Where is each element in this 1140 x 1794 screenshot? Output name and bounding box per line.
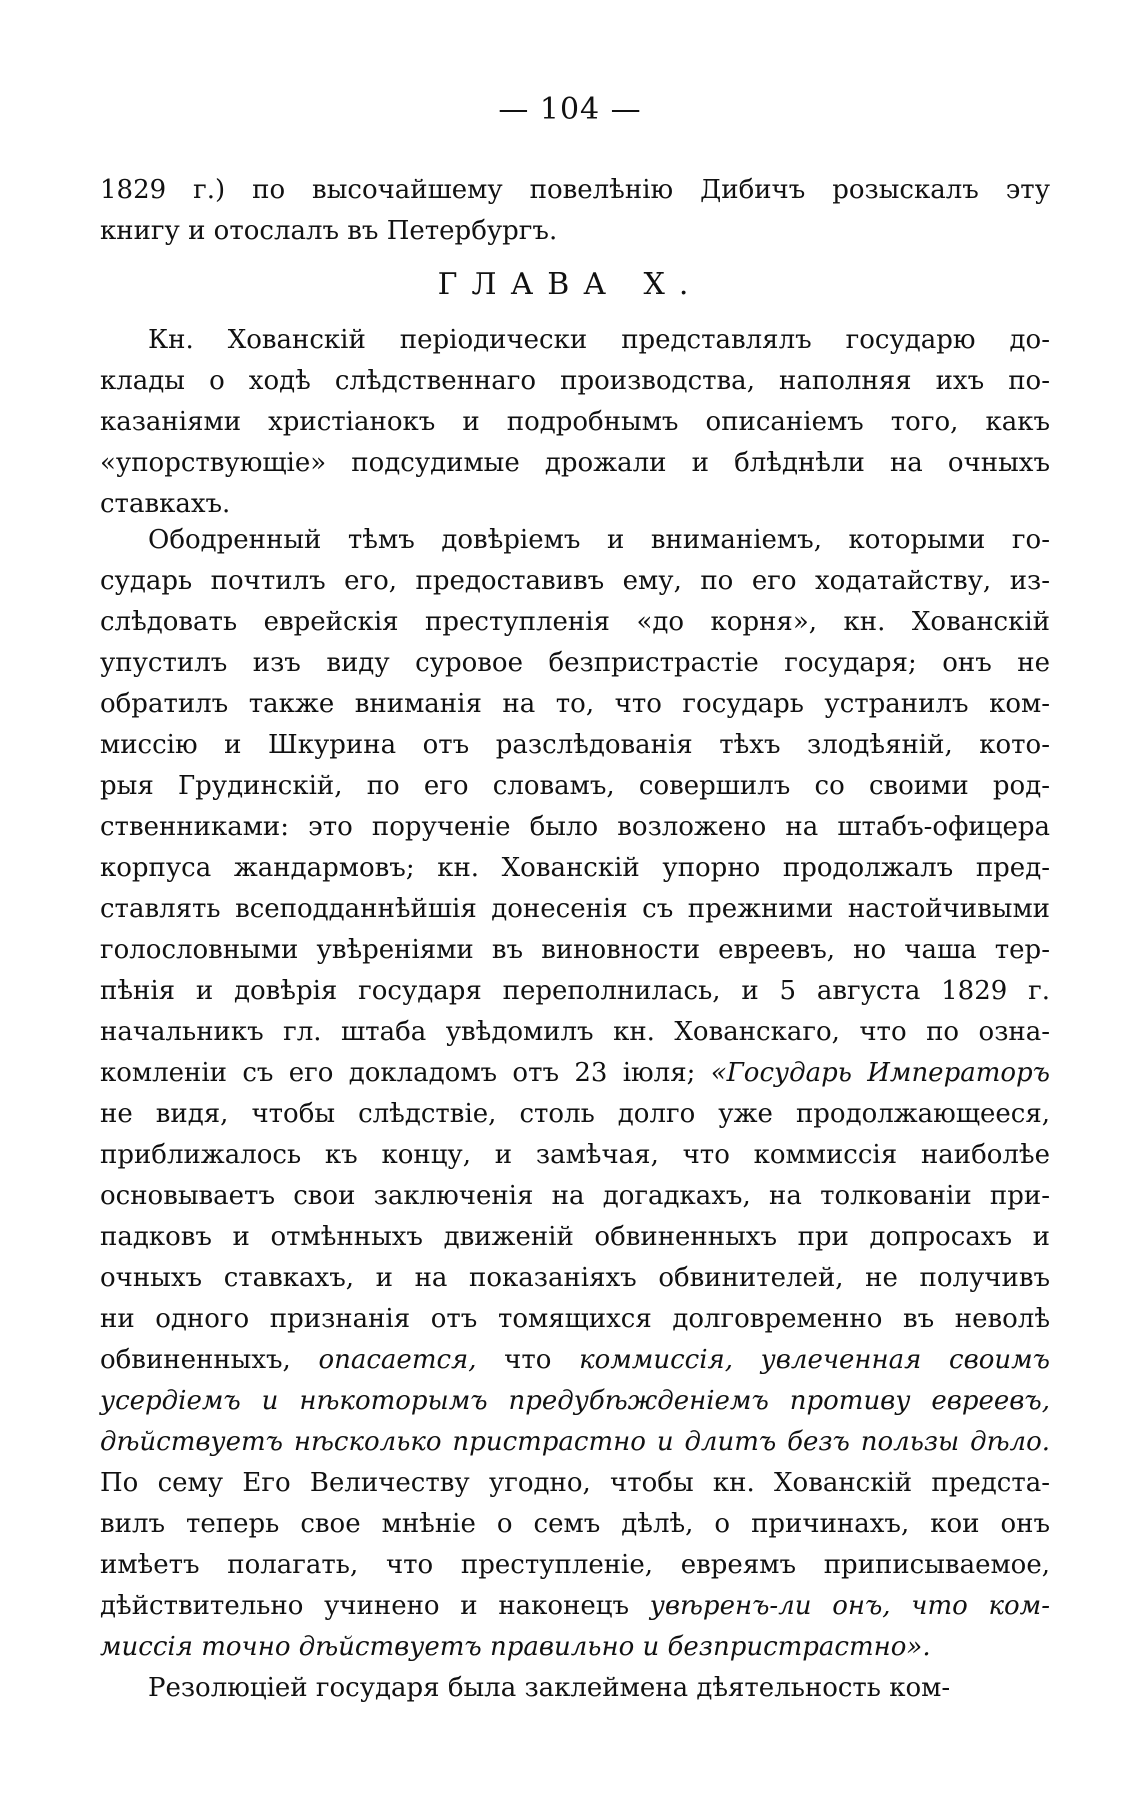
text-fragment: обвиненныхъ,	[100, 1345, 291, 1375]
text-line: вилъ теперь свое мнѣніе о семъ дѣлѣ, о причинахъ, кои онъ	[100, 1509, 1050, 1539]
text-line: рыя Грудинскій, по его словамъ, совершилъ со своими род-	[100, 771, 1050, 801]
chapter-heading: ГЛАВА X.	[437, 267, 703, 302]
italic-line: дѣйствуетъ нѣсколько пристрастно и длитъ безъ пользы дѣло.	[100, 1427, 1050, 1457]
page-number: — 104 —	[498, 92, 642, 127]
italic-fragment: «Государь Императоръ	[710, 1058, 1050, 1088]
text-line: пѣнія и довѣрія государя переполнилась, и 5 августа 1829 г.	[100, 976, 1050, 1006]
text-line: миссію и Шкурина отъ разслѣдованія тѣхъ злодѣяній, кото-	[100, 730, 1050, 760]
text-line: ни одного признанія отъ томящихся долговременно въ неволѣ	[100, 1304, 1050, 1334]
text-line	[100, 1586, 1050, 1627]
text-line: книгу и отослалъ въ Петербургъ.	[100, 216, 558, 246]
text-line: казаніями христіанокъ и подробнымъ описаніемъ того, какъ	[100, 407, 1050, 437]
italic-line: миссія точно дѣйствуетъ правильно и безпристрастно».	[100, 1632, 931, 1662]
text-line: сударь почтилъ его, предоставивъ ему, по его ходатайству, из-	[100, 566, 1050, 596]
text-line: упустилъ изъ виду суровое безпристрастіе государя; онъ не	[100, 648, 1050, 678]
italic-fragment: опасается,	[318, 1345, 477, 1375]
text-line: голословными увѣреніями въ виновности евреевъ, но чаша тер-	[100, 935, 1050, 965]
text-line: очныхъ ставкахъ, и на показаніяхъ обвинителей, не получивъ	[100, 1263, 1050, 1293]
text-line: Резолюціей государя была заклеймена дѣятельность ком-	[148, 1673, 951, 1703]
text-line: слѣдовать еврейскія преступленія «до корня», кн. Хованскій	[100, 607, 1050, 637]
text-fragment: что	[504, 1345, 552, 1375]
text-line	[100, 1053, 1050, 1094]
text-line: По сему Его Величеству угодно, чтобы кн. Хованскій предста-	[100, 1468, 1050, 1498]
text-fragment: комленіи съ его докладомъ отъ 23 іюля;	[100, 1058, 696, 1088]
text-line: имѣетъ полагать, что преступленіе, евреямъ приписываемое,	[100, 1550, 1050, 1580]
paragraph-2	[100, 520, 1050, 1709]
italic-line: усердіемъ и нѣкоторымъ предубѣжденіемъ противу евреевъ,	[100, 1386, 1050, 1416]
text-line: корпуса жандармовъ; кн. Хованскій упорно продолжалъ пред-	[100, 853, 1050, 883]
text-line: основываетъ свои заключенія на догадкахъ, на толкованіи при-	[100, 1181, 1050, 1211]
text-line: падковъ и отмѣнныхъ движеній обвиненныхъ при допросахъ и	[100, 1222, 1050, 1252]
text-line: ственниками: это порученіе было возложено на штабъ-офицера	[100, 812, 1050, 842]
text-line	[100, 1340, 1050, 1381]
text-line: не видя, чтобы слѣдствіе, столь долго уже продолжающееся,	[100, 1099, 1050, 1129]
text-line: 1829 г.) по высочайшему повелѣнію Дибичъ розыскалъ эту	[100, 175, 1050, 205]
text-line: ставкахъ.	[100, 489, 231, 519]
paragraph-1	[100, 320, 1050, 525]
paragraph-continuation	[100, 170, 1050, 252]
italic-fragment: увѣренъ-ли онъ, что ком-	[649, 1591, 1051, 1621]
text-line: начальникъ гл. штаба увѣдомилъ кн. Хованскаго, что по озна-	[100, 1017, 1050, 1047]
text-line: ставлять всеподданнѣйшія донесенія съ прежними настойчивыми	[100, 894, 1050, 924]
text-line: Кн. Хованскій періодически представлялъ государю до-	[148, 325, 1050, 355]
text-line: обратилъ также вниманія на то, что государь устранилъ ком-	[100, 689, 1050, 719]
italic-fragment: коммиссія, увлеченная своимъ	[579, 1345, 1050, 1375]
text-line: приближалось къ концу, и замѣчая, что коммиссія наиболѣе	[100, 1140, 1050, 1170]
text-line: Ободренный тѣмъ довѣріемъ и вниманіемъ, которыми го-	[148, 525, 1050, 555]
text-line: клады о ходѣ слѣдственнаго производства, наполняя ихъ по-	[100, 366, 1050, 396]
text-line: «упорствующіе» подсудимые дрожали и блѣднѣли на очныхъ	[100, 448, 1050, 478]
text-fragment: дѣйствительно учинено и наконецъ	[100, 1591, 630, 1621]
